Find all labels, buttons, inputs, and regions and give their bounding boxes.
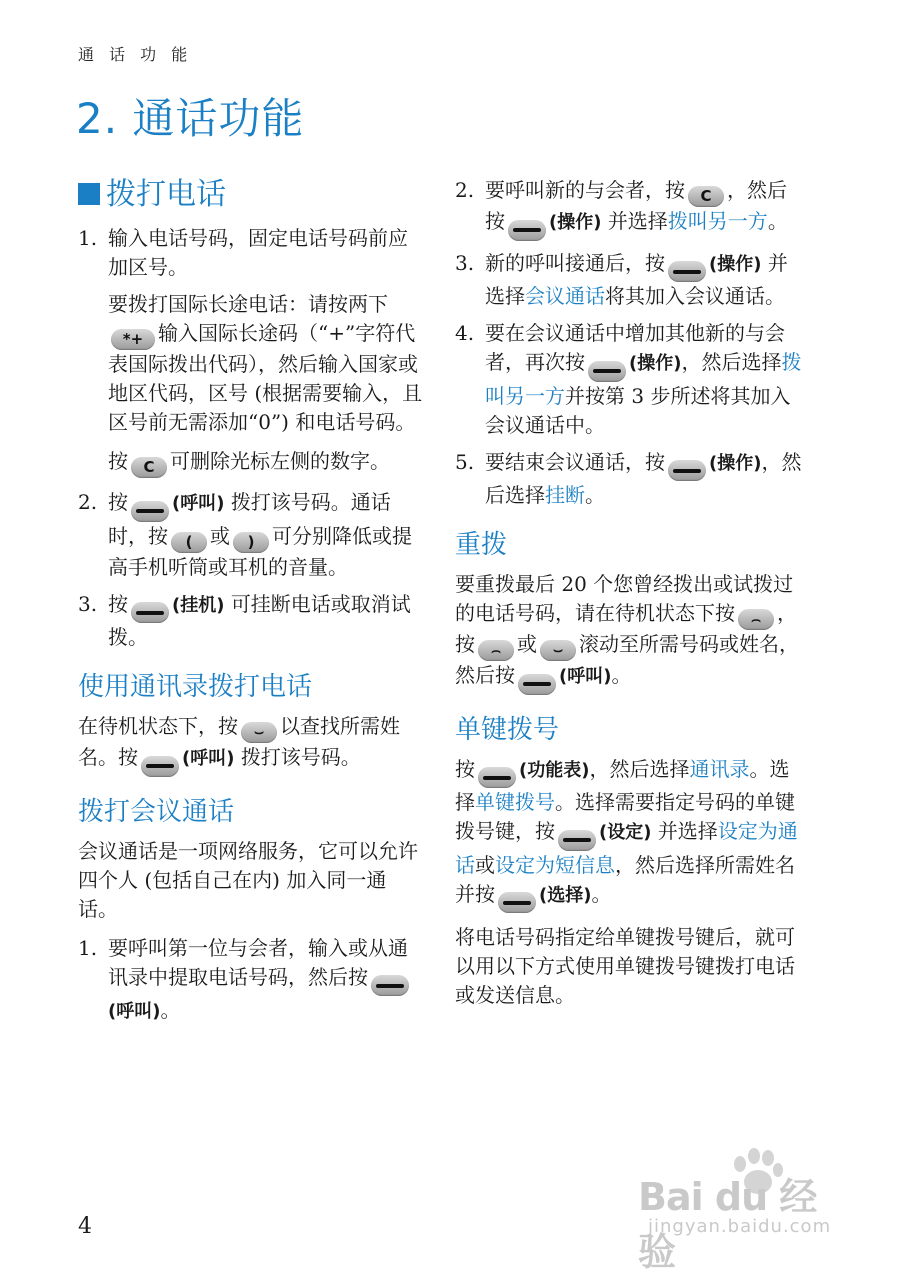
list-item: 1. 要呼叫第一位与会者，输入或从通讯录中提取电话号码，然后按(呼叫)。 [78, 935, 408, 1022]
subsection-title-speed-dial: 单键拨号 [455, 714, 560, 745]
selection-key-icon [371, 975, 409, 996]
baidu-jingyan-watermark [638, 1148, 848, 1274]
selection-key-icon [558, 830, 596, 851]
subsection-title-redial: 重拨 [455, 530, 508, 560]
chapter-title: 2. 通话功能 [76, 94, 305, 143]
redial-instructions: 要重拨最后 20 个您曾经拨出或试拨过的电话号码，请在待机状态下按 ⌢ ，按 ⌢ 或 ⌣ 滚动至所需号码或姓名，然后按 (呼叫)。 [455, 570, 803, 695]
clear-key-icon: C [688, 186, 724, 207]
scroll-up-key-icon: ⌢ [738, 609, 774, 630]
selection-key-icon [498, 892, 536, 913]
conference-intro: 会议通话是一项网络服务，它可以允许四个人 (包括自己在内) 加入同一通话。 [78, 838, 418, 921]
phonebook-instructions: 在待机状态下，按 ⌣ 以查找所需姓名。按 (呼叫) 拨打该号码。 [78, 712, 423, 777]
volume-down-key-icon: ( [171, 532, 207, 553]
selection-key-icon [668, 261, 706, 282]
selection-key-icon [478, 767, 516, 788]
subsection-title-conference: 拨打会议通话 [78, 796, 235, 827]
scroll-down-key-icon: ⌣ [540, 640, 576, 661]
list-item: 3. 按 (挂机) 可挂断电话或取消试拨。 [78, 591, 411, 649]
scroll-down-key-icon: ⌣ [241, 722, 277, 743]
selection-key-icon [518, 674, 556, 695]
right-column [455, 176, 803, 1020]
star-plus-key-icon: *+ [111, 329, 155, 350]
left-column [78, 176, 423, 1034]
selection-key-icon [668, 460, 706, 481]
section-title-dialing: 拨打电话 [78, 176, 423, 214]
list-item: 3. 新的呼叫接通后，按 (操作) 并选择会议通话将其加入会议通话。 [455, 250, 788, 308]
list-item: 5. 要结束会议通话，按 (操作)，然后选择挂断。 [455, 449, 802, 507]
list-item: 2. 要呼叫新的与会者，按 C ，然后按 (操作) 并选择拨叫另一方。 [455, 176, 803, 241]
list-item: 4. 要在会议通话中增加其他新的与会者，再次按 (操作)，然后选择拨叫另一方并按第 3 步所述将其加入会议通话中。 [455, 321, 802, 437]
watermark-url: jingyan.baidu.com [648, 1216, 832, 1237]
selection-key-icon [141, 756, 179, 777]
clear-key-icon: C [131, 457, 167, 478]
subsection-title-phonebook: 使用通讯录拨打电话 [78, 672, 313, 702]
selection-key-icon [131, 602, 169, 623]
running-head: 通 话 功 能 [78, 45, 193, 64]
clear-digit-instructions: 按 C 可删除光标左侧的数字。 [108, 449, 390, 476]
list-item: 2. 按 (呼叫) 拨打该号码。通话时，按 ( 或 ) 可分别降低或提高手机听筒或耳机的音量。 [78, 490, 412, 579]
page-number: 4 [78, 1214, 92, 1239]
selection-key-icon [508, 220, 546, 241]
list-item: 1. 输入电话号码，固定电话号码前应加区号。 [78, 226, 408, 279]
selection-key-icon [588, 361, 626, 382]
intl-call-instructions: 要拨打国际长途电话：请按两下*+ 输入国际长途码（“+”字符代表国际拨出代码），然后输入国家或地区代码，区号 (根据需要输入，且区号前无需添加“0”) 和电话号码。 [108, 292, 423, 434]
selection-key-icon [131, 501, 169, 522]
watermark-logo: Bai du 经验 [638, 1175, 817, 1274]
square-bullet-icon [78, 183, 100, 205]
speed-dial-note: 将电话号码指定给单键拨号键后，就可以用以下方式使用单键拨号键拨打电话或发送信息。 [455, 925, 795, 1007]
volume-up-key-icon: ) [233, 532, 269, 553]
speed-dial-instructions: 按 (功能表)，然后选择通讯录。选择单键拨号。选择需要指定号码的单键拨号键，按 (设定) 并选择设定为通话或设定为短信息，然后选择所需姓名并按 (选择)。 [455, 755, 803, 914]
scroll-up-key-icon: ⌢ [478, 640, 514, 661]
